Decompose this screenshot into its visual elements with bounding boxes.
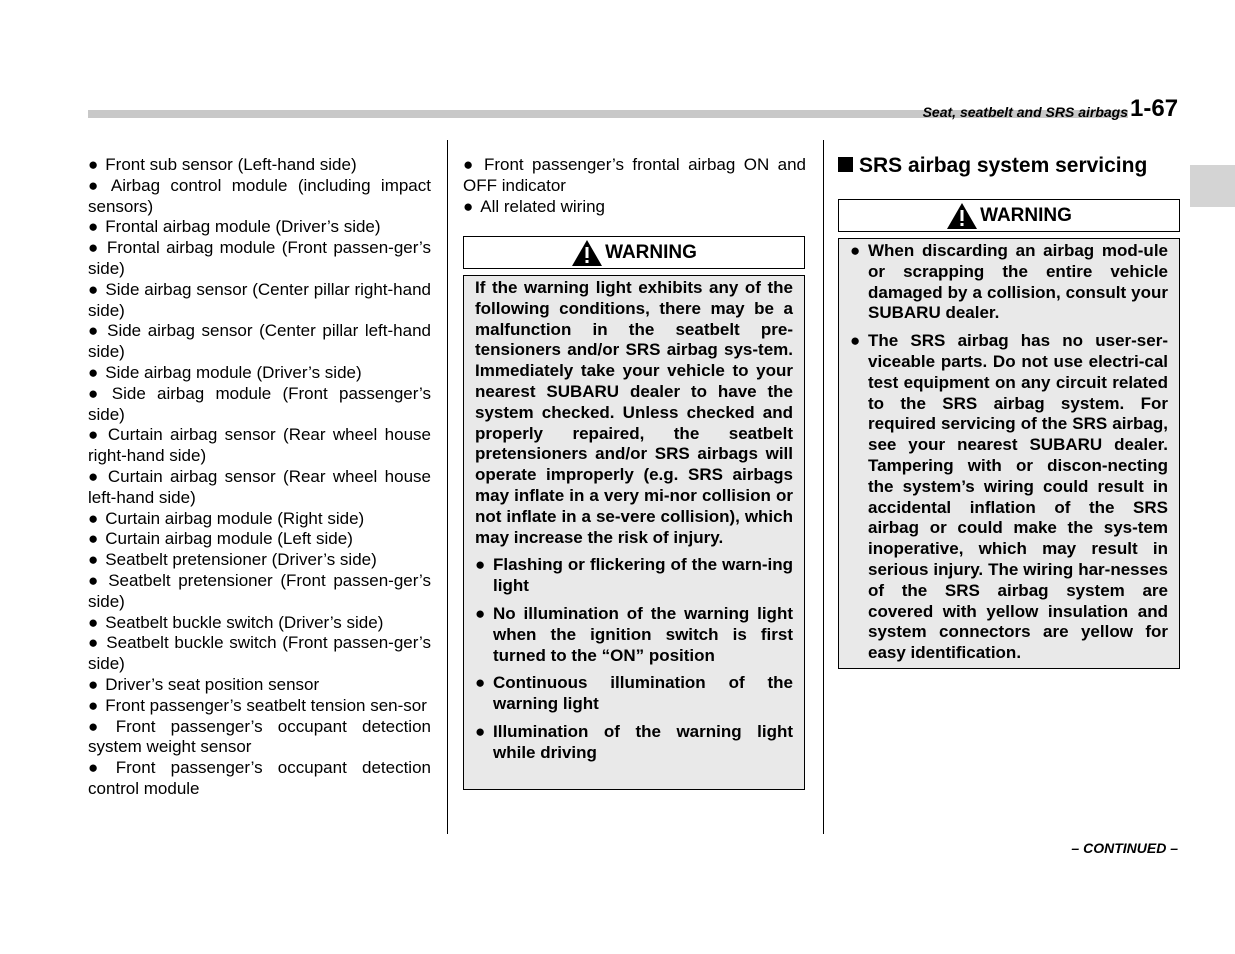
list-item: ● No illumination of the warning light when the ignition switch is first turned to the “ON” position [475,603,793,665]
warning-box [463,275,805,790]
warning-header [463,236,805,269]
bullet-icon: ● [88,633,100,653]
list-item: ● Curtain airbag sensor (Rear wheel house right-hand side) [88,425,431,466]
bullet-icon: ● [850,331,861,351]
list-item: ● Curtain airbag module (Right side) [88,508,365,528]
list-item: ● Continuous illumination of the warning light [475,673,793,714]
list-item: ● Front passenger’s seatbelt tension sen-sor [88,695,427,715]
bullet-icon: ● [463,155,477,174]
warning-label: WARNING [980,204,1072,226]
warning-header [838,199,1180,232]
list-item: ● Frontal airbag module (Front passen-ger’s side) [88,238,431,278]
bullet-icon: ● [88,466,101,486]
bullet-icon: ● [88,758,109,778]
bullet-icon: ● [88,279,99,299]
warning-box [838,238,1180,669]
list-item: ● Side airbag module (Driver’s side) [88,362,362,382]
list-item: ● Seatbelt buckle switch (Driver’s side) [88,612,384,632]
list-item: ● When discarding an airbag mod-ule or scrapping the entire vehicle damaged by a collision, consult your SUBARU dealer. [850,241,1168,323]
bullet-icon: ● [88,695,99,715]
bullet-icon: ● [475,603,486,623]
list-item: ● Driver’s seat position sensor [88,674,320,694]
bullet-icon: ● [88,383,105,403]
list-item: ● Seatbelt buckle switch (Front passen-ger’s side) [88,633,431,674]
column-divider [823,140,824,834]
list-item: ● Airbag control module (including impact sensors) [88,175,431,216]
list-item: ● The SRS airbag has no user-ser-viceable parts. Do not use electri-cal test equipment on any circuit related to the SRS airbag system. For required servicing of the SRS airbag, see your nearest SUBARU dealer. Tampering with or discon-necting the system’s wiring could result in accidental inflation of the SRS airbag or could make the sys-tem inoperative, which may result in serious injury. The wiring har-nesses of the SRS airbag system are covered with yellow insulation and system connectors are yellow for easy identification. [850,331,1168,663]
list-item: ● Front passenger’s frontal airbag ON and OFF indicator [463,155,806,195]
list-item: ● Side airbag module (Front passenger’s side) [88,383,431,424]
list-item: ● Side airbag sensor (Center pillar left-hand side) [88,321,431,362]
page-number: 1-67 [1130,95,1179,122]
bullet-icon: ● [88,529,99,549]
section-heading: SRS airbag system servicing [838,154,1183,178]
list-item: ● Curtain airbag module (Left side) [88,529,353,549]
list-item: ● Curtain airbag sensor (Rear wheel house left-hand side) [88,466,431,507]
component-list-continued [463,155,806,217]
section-title: Seat, seatbelt and SRS airbags [922,104,1128,120]
list-item: ● Illumination of the warning light while driving [475,721,793,762]
warning-items-list [850,241,1168,664]
warning-text: If the warning light exhibits any of the following conditions, there may be a malfunction in the seatbelt pre-tensioners and/or SRS airbag sys-tem. Immediately take your vehicle to your nearest SUBARU dealer to have the system checked. Unless checked and properly repaired, the seatbelt pretensioners and/or SRS airbags will operate improperly (e.g. SRS airbags may inflate in a very mi-nor collision or not inflate in a se-vere collision), which may increase the risk of injury. [475,278,793,547]
bullet-icon: ● [475,673,486,693]
list-item: ● Frontal airbag module (Driver’s side) [88,217,381,237]
list-item: ● Seatbelt pretensioner (Front passen-ger’s side) [88,570,431,611]
bullet-icon: ● [88,550,99,570]
bullet-icon: ● [88,175,104,195]
list-item: ● Front passenger’s occupant detection control module [88,758,431,798]
bullet-icon: ● [850,241,861,260]
bullet-icon: ● [88,217,99,237]
bullet-icon: ● [88,425,101,445]
black-square-icon [838,157,853,172]
bullet-icon: ● [88,238,100,258]
bullet-icon: ● [88,508,99,528]
bullet-icon: ● [88,321,101,341]
list-item: ● Side airbag sensor (Center pillar right-hand side) [88,279,431,320]
bullet-icon: ● [88,570,102,590]
list-item: ● Seatbelt pretensioner (Driver’s side) [88,550,377,570]
list-item: ● All related wiring [463,196,606,216]
bullet-icon: ● [475,555,486,575]
chapter-tab [1190,165,1235,207]
bullet-icon: ● [88,674,99,694]
warning-triangle-icon [571,239,603,267]
list-item: ● Flashing or flickering of the warn-ing light [475,555,793,596]
continued-note: – CONTINUED – [1071,840,1178,856]
warning-conditions-list [475,555,793,763]
component-list [88,155,431,800]
bullet-icon: ● [88,362,99,382]
bullet-icon: ● [475,721,486,741]
bullet-icon: ● [88,612,99,632]
list-item: ● Front sub sensor (Left-hand side) [88,155,357,174]
warning-label: WARNING [605,241,697,263]
bullet-icon: ● [88,716,109,736]
bullet-icon: ● [463,196,474,216]
bullet-icon: ● [88,155,99,174]
column-divider [447,140,448,834]
warning-triangle-icon [946,202,978,230]
list-item: ● Front passenger’s occupant detection system weight sensor [88,716,431,757]
